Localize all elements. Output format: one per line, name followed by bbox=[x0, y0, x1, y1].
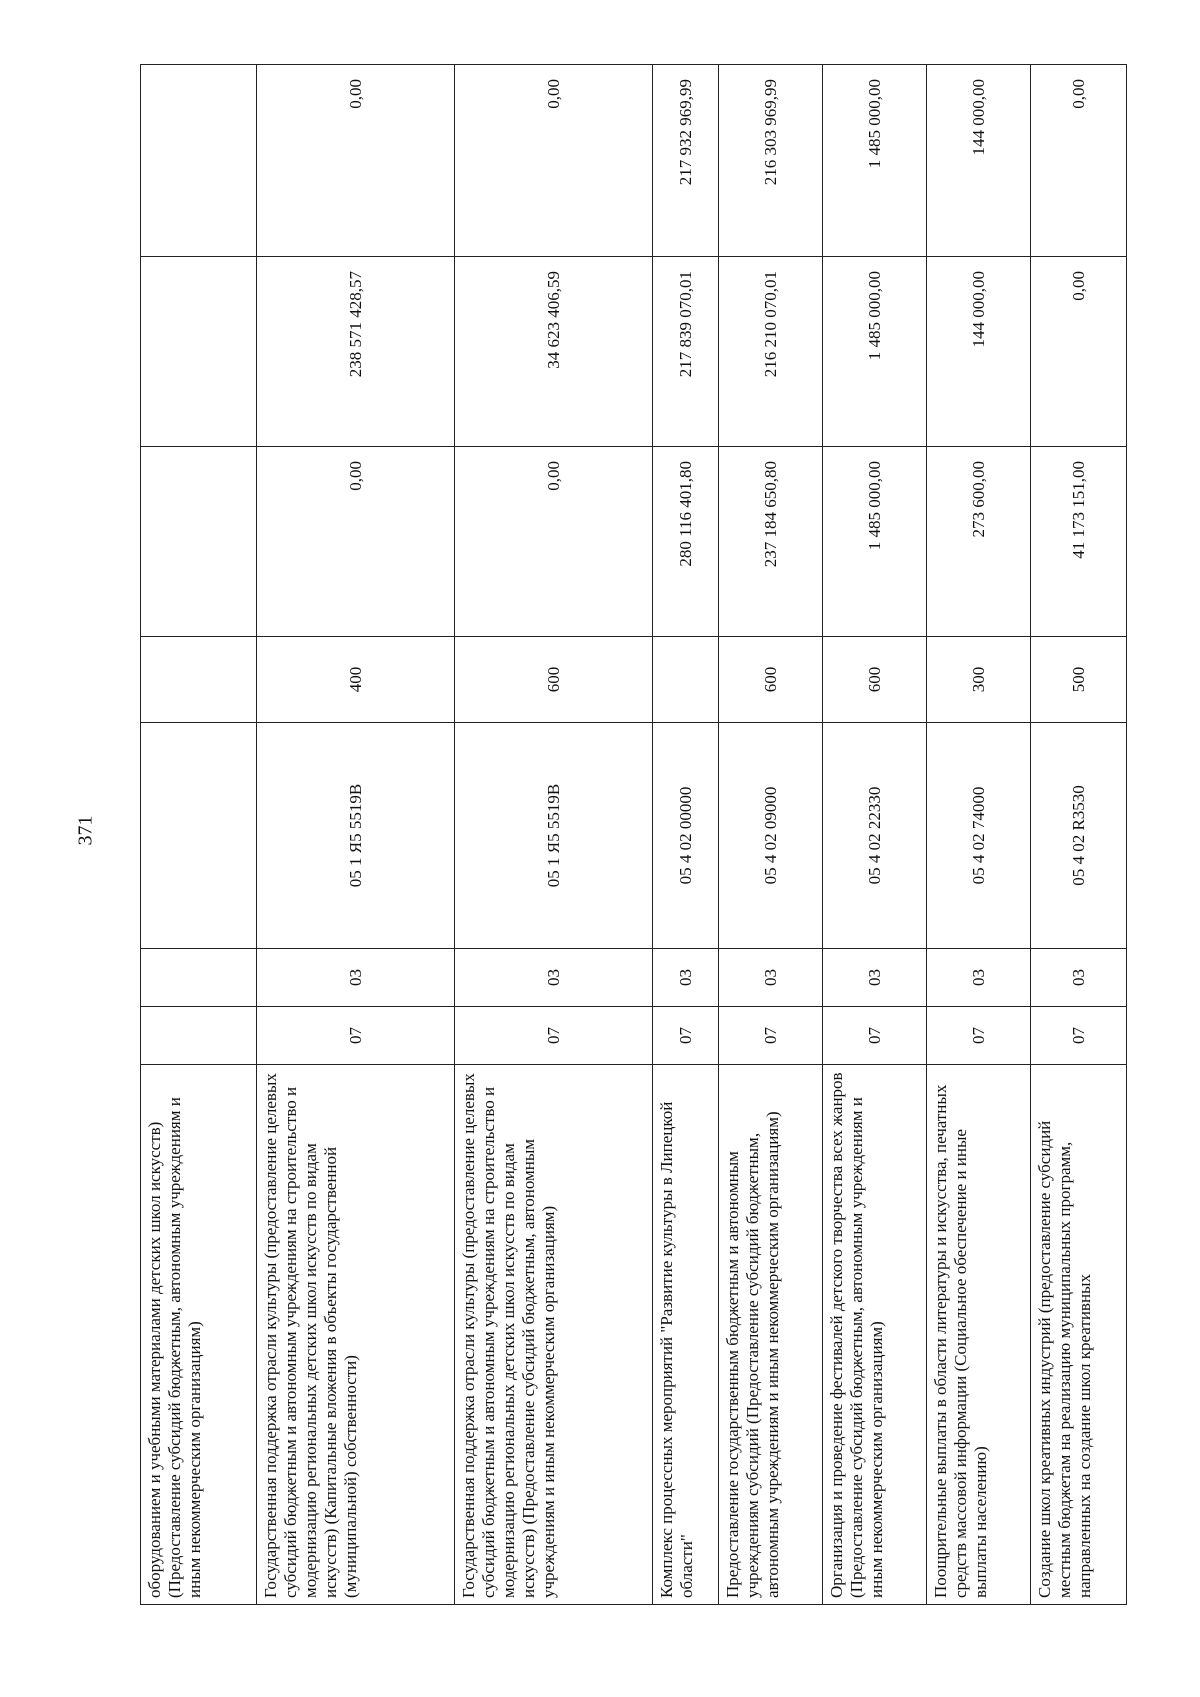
amount-year-3: 1 485 000,00 bbox=[823, 65, 927, 257]
amount-year-3 bbox=[141, 65, 257, 257]
amount-year-2: 1 485 000,00 bbox=[823, 257, 927, 447]
table-row bbox=[719, 65, 823, 1605]
table-row bbox=[141, 65, 257, 1605]
table-row bbox=[823, 65, 927, 1605]
amount-year-1: 0,00 bbox=[257, 447, 455, 637]
amount-year-3: 216 303 969,99 bbox=[719, 65, 823, 257]
expense-type-code bbox=[653, 637, 719, 723]
expense-type-code bbox=[141, 637, 257, 723]
budget-table-rotated bbox=[140, 65, 1180, 1605]
row-name: Государственная поддержка отрасли культуры (предоставление целевых субсидий бюджетным и автономным учреждениям на строительство и модернизацию региональных детских школ искусств по видам искусств) (Предоставление субсидий бюджетным, автономным учреждениям и иным некоммерческим организациям) bbox=[455, 1065, 653, 1605]
section-code: 07 bbox=[653, 1007, 719, 1065]
amount-year-2: 216 210 070,01 bbox=[719, 257, 823, 447]
table-row bbox=[927, 65, 1031, 1605]
table-row bbox=[455, 65, 653, 1605]
amount-year-2 bbox=[141, 257, 257, 447]
table-row bbox=[653, 65, 719, 1605]
amount-year-3: 0,00 bbox=[455, 65, 653, 257]
row-name: Комплекс процессных мероприятий "Развитие культуры в Липецкой области" bbox=[653, 1065, 719, 1605]
amount-year-2: 34 623 406,59 bbox=[455, 257, 653, 447]
section-code: 07 bbox=[1031, 1007, 1127, 1065]
target-article-code: 05 4 02 22330 bbox=[823, 723, 927, 949]
subsection-code bbox=[141, 949, 257, 1007]
target-article-code: 05 4 02 R3530 bbox=[1031, 723, 1127, 949]
subsection-code: 03 bbox=[1031, 949, 1127, 1007]
section-code: 07 bbox=[257, 1007, 455, 1065]
subsection-code: 03 bbox=[257, 949, 455, 1007]
amount-year-1: 237 184 650,80 bbox=[719, 447, 823, 637]
amount-year-3: 217 932 969,99 bbox=[653, 65, 719, 257]
subsection-code: 03 bbox=[455, 949, 653, 1007]
section-code: 07 bbox=[719, 1007, 823, 1065]
amount-year-3: 144 000,00 bbox=[927, 65, 1031, 257]
section-code bbox=[141, 1007, 257, 1065]
table-row bbox=[1031, 65, 1127, 1605]
amount-year-2: 144 000,00 bbox=[927, 257, 1031, 447]
subsection-code: 03 bbox=[927, 949, 1031, 1007]
budget-table bbox=[140, 64, 1127, 1605]
row-name: Создание школ креативных индустрий (предоставление субсидий местным бюджетам на реализацию муниципальных программ, направленных на создание школ креативных bbox=[1031, 1065, 1127, 1605]
amount-year-3: 0,00 bbox=[1031, 65, 1127, 257]
target-article-code: 05 4 02 74000 bbox=[927, 723, 1031, 949]
amount-year-3: 0,00 bbox=[257, 65, 455, 257]
amount-year-1 bbox=[141, 447, 257, 637]
amount-year-1: 0,00 bbox=[455, 447, 653, 637]
target-article-code: 05 1 Я5 5519В bbox=[455, 723, 653, 949]
expense-type-code: 500 bbox=[1031, 637, 1127, 723]
row-name: Организация и проведение фестивалей детского творчества всех жанров (Предоставление субсидий бюджетным, автономным учреждениям и иным некоммерческим организациям) bbox=[823, 1065, 927, 1605]
amount-year-2: 0,00 bbox=[1031, 257, 1127, 447]
row-name: Поощрительные выплаты в области литературы и искусства, печатных средств массовой информации (Социальное обеспечение и иные выплаты населению) bbox=[927, 1065, 1031, 1605]
amount-year-2: 238 571 428,57 bbox=[257, 257, 455, 447]
amount-year-1: 273 600,00 bbox=[927, 447, 1031, 637]
target-article-code: 05 4 02 09000 bbox=[719, 723, 823, 949]
row-name: оборудованием и учебными материалами детских школ искусств) (Предоставление субсидий бюджетным, автономным учреждениям и иным некоммерческим организациям) bbox=[141, 1065, 257, 1605]
expense-type-code: 600 bbox=[719, 637, 823, 723]
page-number: 371 bbox=[74, 815, 97, 846]
subsection-code: 03 bbox=[719, 949, 823, 1007]
expense-type-code: 400 bbox=[257, 637, 455, 723]
amount-year-1: 1 485 000,00 bbox=[823, 447, 927, 637]
target-article-code: 05 1 Я5 5519В bbox=[257, 723, 455, 949]
amount-year-1: 280 116 401,80 bbox=[653, 447, 719, 637]
expense-type-code: 600 bbox=[823, 637, 927, 723]
amount-year-1: 41 173 151,00 bbox=[1031, 447, 1127, 637]
subsection-code: 03 bbox=[823, 949, 927, 1007]
row-name: Государственная поддержка отрасли культуры (предоставление целевых субсидий бюджетным и автономным учреждениям на строительство и модернизацию региональных детских школ искусств по видам искусств) (Капитальные вложения в объекты государственной (муниципальной) собственности) bbox=[257, 1065, 455, 1605]
section-code: 07 bbox=[823, 1007, 927, 1065]
subsection-code: 03 bbox=[653, 949, 719, 1007]
expense-type-code: 300 bbox=[927, 637, 1031, 723]
target-article-code: 05 4 02 00000 bbox=[653, 723, 719, 949]
section-code: 07 bbox=[455, 1007, 653, 1065]
expense-type-code: 600 bbox=[455, 637, 653, 723]
row-name: Предоставление государственным бюджетным и автономным учреждениям субсидий (Предоставление субсидий бюджетным, автономным учреждениям и иным некоммерческим организациям) bbox=[719, 1065, 823, 1605]
target-article-code bbox=[141, 723, 257, 949]
amount-year-2: 217 839 070,01 bbox=[653, 257, 719, 447]
table-row bbox=[257, 65, 455, 1605]
section-code: 07 bbox=[927, 1007, 1031, 1065]
